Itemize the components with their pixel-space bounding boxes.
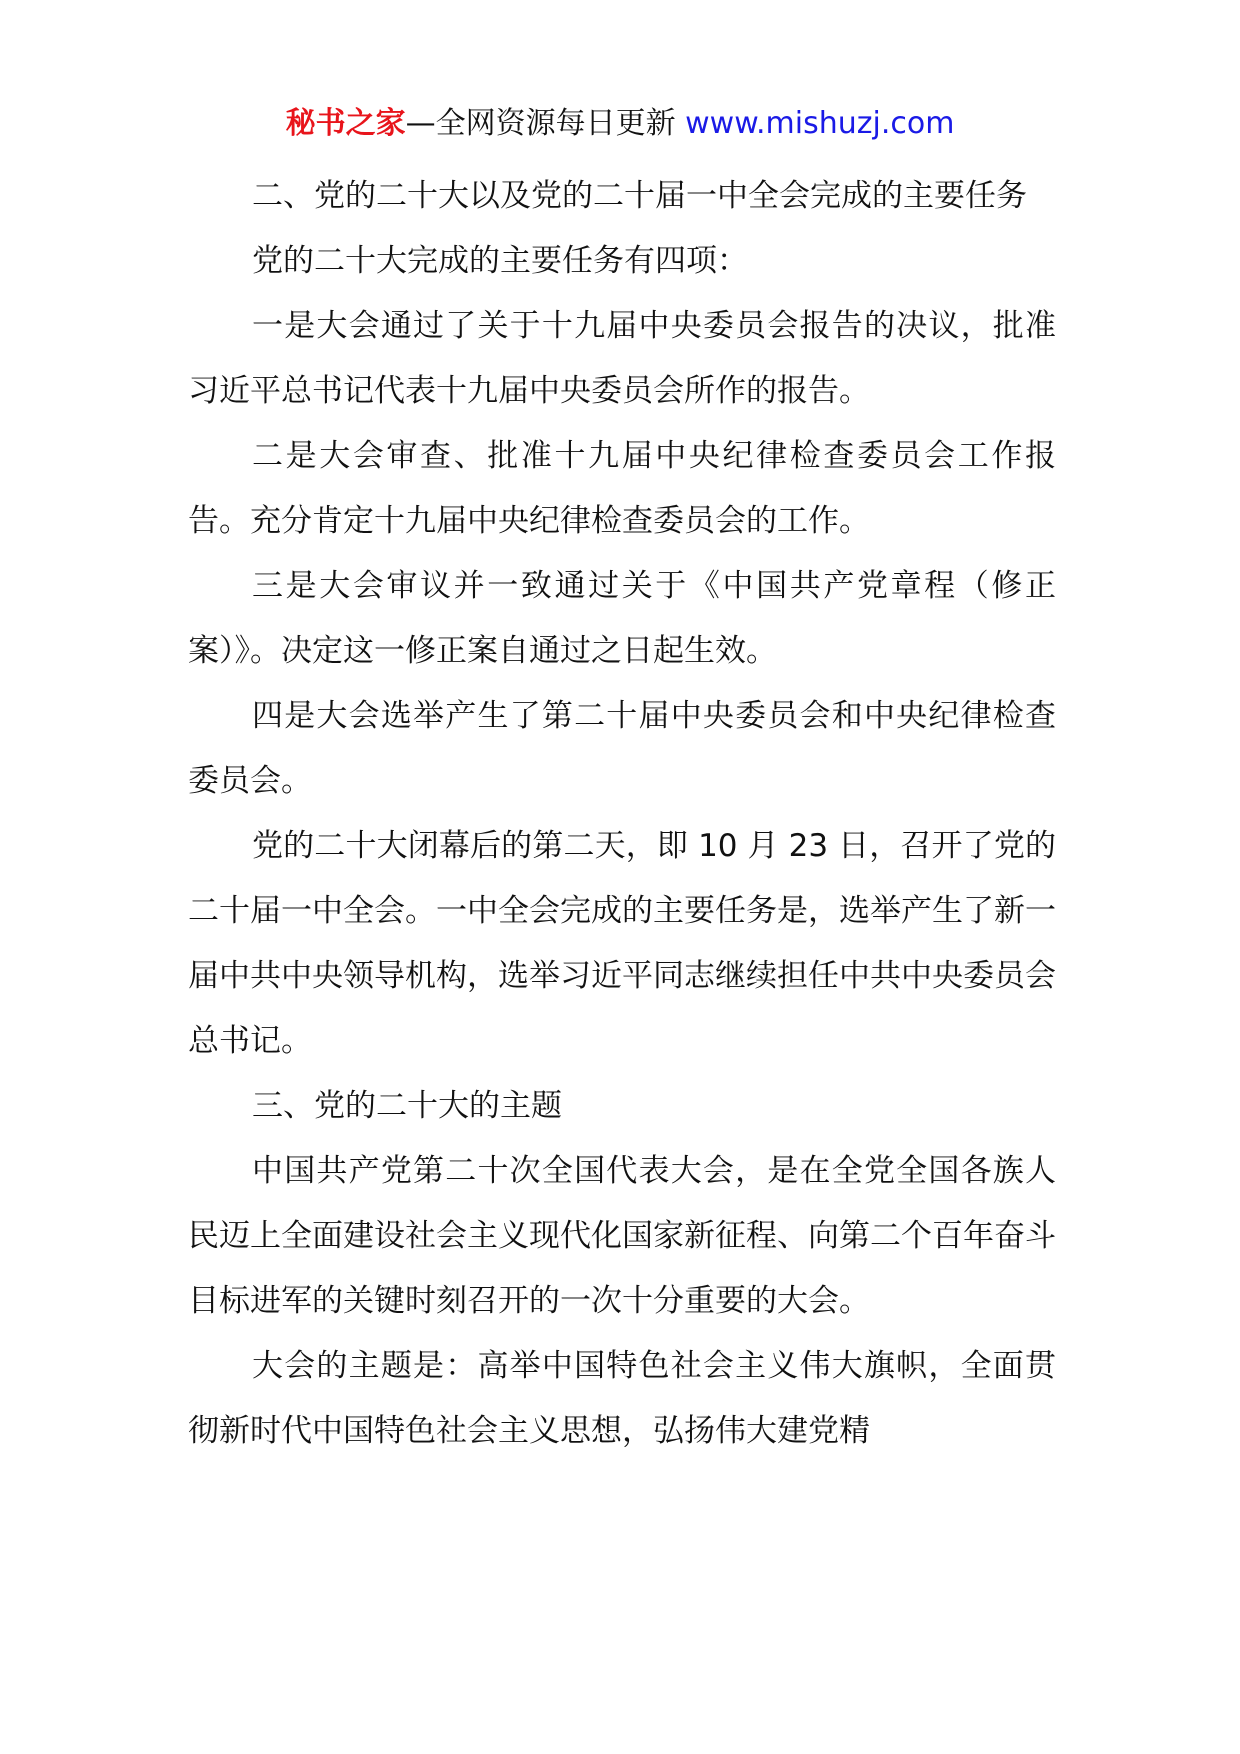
brand-name: 秘书之家 [285, 106, 406, 141]
section-heading-2: 二、党的二十大以及党的二十届一中全会完成的主要任务 [252, 178, 1027, 214]
paragraph: 中国共产党第二十次全国代表大会，是在全党全国各族人民迈上全面建设社会主义现代化国家新征程、向第二个百年奋斗目标进军的关键时刻召开的一次十分重要的大会。 [188, 1153, 1056, 1319]
paragraph: 三是大会审议并一致通过关于《中国共产党章程（修正案）》。决定这一修正案自通过之日起生效。 [188, 568, 1056, 669]
header-tagline: —全网资源每日更新 [405, 106, 686, 141]
site-url-link[interactable]: www.mishuzj.com [685, 106, 955, 141]
paragraph: 党的二十大闭幕后的第二天，即 10 月 23 日，召开了党的二十届一中全会。一中全会完成的主要任务是，选举产生了新一届中共中央领导机构，选举习近平同志继续担任中共中央委员会总书记。 [188, 828, 1056, 1059]
paragraph: 二是大会审查、批准十九届中央纪律检查委员会工作报告。充分肯定十九届中央纪律检查委员会的工作。 [188, 438, 1056, 539]
document-body [188, 164, 1056, 1464]
section-heading-3: 三、党的二十大的主题 [252, 1088, 562, 1124]
paragraph: 党的二十大完成的主要任务有四项： [252, 243, 748, 279]
page-header [0, 100, 1240, 148]
paragraph: 四是大会选举产生了第二十届中央委员会和中央纪律检查委员会。 [188, 698, 1056, 799]
paragraph: 一是大会通过了关于十九届中央委员会报告的决议，批准习近平总书记代表十九届中央委员会所作的报告。 [188, 308, 1056, 409]
paragraph: 大会的主题是：高举中国特色社会主义伟大旗帜，全面贯彻新时代中国特色社会主义思想，弘扬伟大建党精 [188, 1348, 1056, 1449]
